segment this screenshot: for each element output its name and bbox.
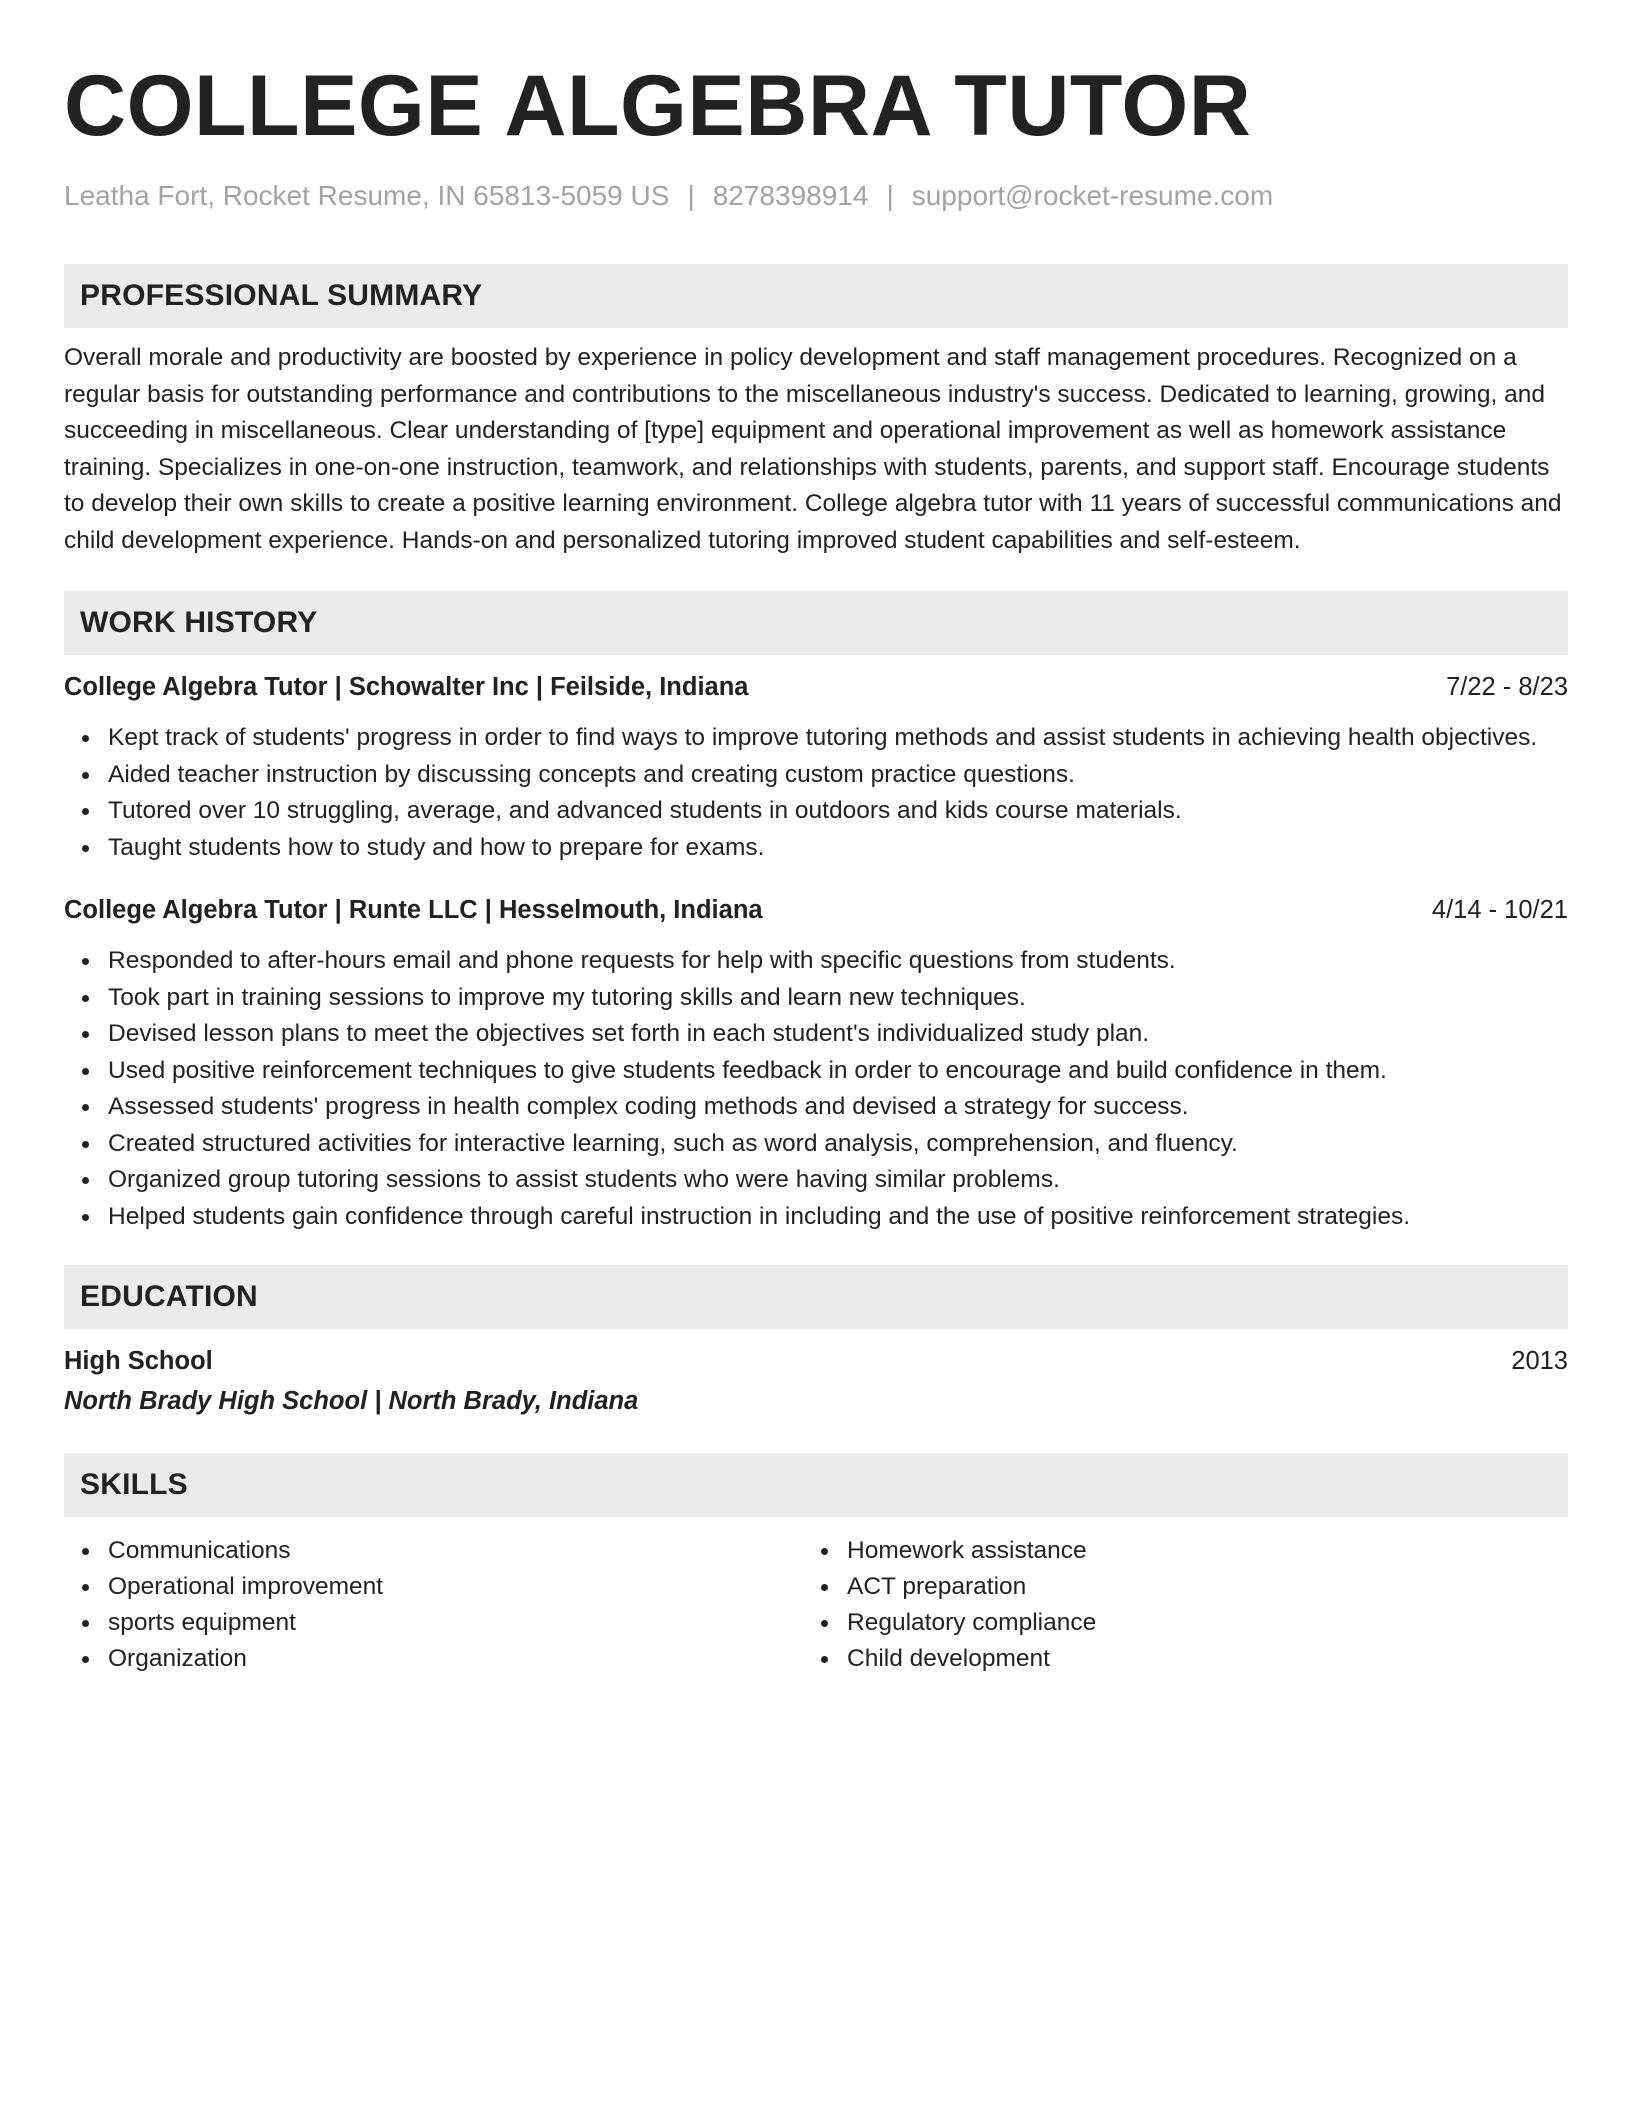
skill-item: ACT preparation [847,1569,1568,1605]
summary-heading: PROFESSIONAL SUMMARY [64,264,1568,328]
job-bullet: Devised lesson plans to meet the objectives set forth in each student's individualized study plan. [108,1016,1568,1053]
job-bullet: Organized group tutoring sessions to assist students who were having similar problems. [108,1162,1568,1199]
job-dates: 7/22 - 8/23 [1446,673,1568,701]
contact-separator: | [687,180,695,211]
skills-column-left [64,1533,816,1677]
skill-item: sports equipment [108,1605,816,1641]
education-entry [64,1343,1568,1379]
skill-item: Homework assistance [847,1533,1568,1569]
job-bullets [64,943,1568,1235]
work-history-heading: WORK HISTORY [64,591,1568,655]
job-entry [64,892,1568,1235]
candidate-title: COLLEGE ALGEBRA TUTOR [64,58,1252,154]
contact-phone: 8278398914 [712,180,869,211]
skill-item: Operational improvement [108,1569,816,1605]
job-title: College Algebra Tutor | Runte LLC | Hesselmouth, Indiana [64,896,763,924]
contact-email[interactable]: support@rocket-resume.com [911,180,1274,211]
skill-item: Communications [108,1533,816,1569]
job-bullet: Assessed students' progress in health complex coding methods and devised a strategy for success. [108,1089,1568,1126]
skills-heading: SKILLS [64,1453,1568,1517]
job-dates: 4/14 - 10/21 [1431,896,1568,924]
job-bullet: Taught students how to study and how to prepare for exams. [108,830,1568,867]
skill-item: Child development [847,1641,1568,1677]
skill-item: Regulatory compliance [847,1605,1568,1641]
education-degree: High School [64,1347,213,1375]
job-title: College Algebra Tutor | Schowalter Inc | Feilside, Indiana [64,673,749,701]
job-bullet: Aided teacher instruction by discussing concepts and creating custom practice questions. [108,757,1568,794]
job-bullet: Tutored over 10 struggling, average, and advanced students in outdoors and kids course materials. [108,793,1568,830]
job-bullet: Responded to after-hours email and phone requests for help with specific questions from students. [108,943,1568,980]
contact-line [64,176,1568,216]
summary-text: Overall morale and productivity are boosted by experience in policy development and staff management procedures. Recognized on a regular basis for outstanding performance and contributions to the miscellaneous industry's success. Dedicated to learning, growing, and succeeding in miscellaneous. Clear understanding of [type] equipment and operational improvement as well as homework assistance training. Specializes in one-on-one instruction, teamwork, and relationships with students, parents, and support staff. Encourage students to develop their own skills to create a positive learning environment. College algebra tutor with 11 years of successful communications and child development experience. Hands-on and personalized tutoring improved student capabilities and self-esteem. [64,344,1562,554]
contact-separator: | [886,180,894,211]
job-bullet: Kept track of students' progress in order to find ways to improve tutoring methods and assist students in achieving health objectives. [108,720,1568,757]
skill-item: Organization [108,1641,816,1677]
education-year: 2013 [1511,1347,1568,1375]
job-header [64,669,1568,705]
job-bullet: Used positive reinforcement techniques to give students feedback in order to encourage and build confidence in them. [108,1053,1568,1090]
skills-list [64,1533,1568,1677]
job-bullet: Created structured activities for interactive learning, such as word analysis, comprehension, and fluency. [108,1126,1568,1163]
job-bullet: Helped students gain confidence through careful instruction in including and the use of positive reinforcement strategies. [108,1199,1568,1236]
skills-column-right [816,1533,1568,1677]
job-header [64,892,1568,928]
education-heading: EDUCATION [64,1265,1568,1329]
contact-address: Leatha Fort, Rocket Resume, IN 65813-5059 US [64,180,670,211]
job-bullets [64,720,1568,866]
job-bullet: Took part in training sessions to improve my tutoring skills and learn new techniques. [108,980,1568,1017]
education-school: North Brady High School | North Brady, Indiana [64,1387,639,1415]
job-entry [64,669,1568,866]
